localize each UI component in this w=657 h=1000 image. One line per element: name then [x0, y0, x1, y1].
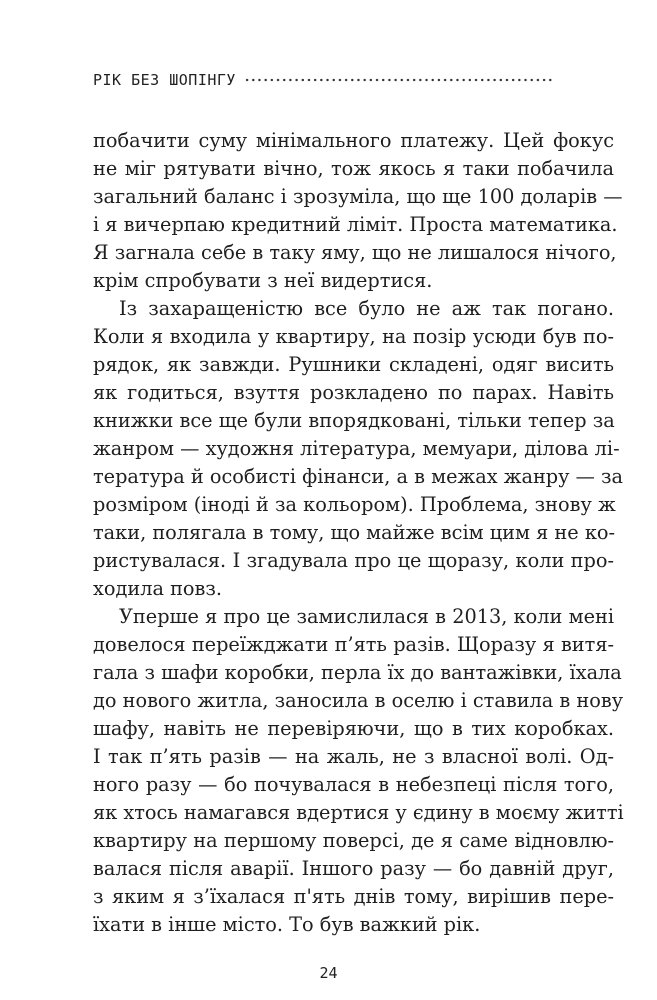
- running-header: [93, 70, 553, 90]
- text-line: крім спробувати з неї видертися.: [93, 269, 433, 292]
- text-line: тература й особисті фінанси, а в межах жанру — за: [93, 465, 624, 488]
- text-line: до нового житла, заносила в оселю і ставила в нову: [93, 689, 624, 712]
- text-line: ристувалася. І згадувала про це щоразу, коли про-: [93, 549, 614, 572]
- text-line: як годиться, взуття розкладено по парах. Навіть: [93, 381, 614, 404]
- page-body-text: [93, 127, 624, 939]
- text-line: як хтось намагався вдертися у єдину в моєму житті: [93, 801, 624, 824]
- text-line: Уперше я про це замислилася в 2013, коли мені: [119, 605, 614, 628]
- running-title: РІК БЕЗ ШОПІНГУ: [93, 71, 236, 89]
- dotted-rule: [244, 78, 553, 82]
- text-line: квартиру на першому поверсі, де я саме відновлю-: [93, 829, 614, 852]
- text-line: валася після аварії. Іншого разу — бо давній друг,: [93, 857, 614, 880]
- text-line: Коли я входила у квартиру, на позір усюди був по-: [93, 325, 614, 348]
- text-line: Я загнала себе в таку яму, що не лишалося нічого,: [93, 241, 617, 264]
- text-line: жанром — художня література, мемуари, ділова лі-: [93, 437, 620, 460]
- text-line: рядок, як завжди. Рушники складені, одяг висить: [93, 353, 614, 376]
- text-line: Із захаращеністю все було не аж так погано.: [119, 297, 614, 320]
- text-line: загальний баланс і зрозуміла, що ще 100 доларів —: [93, 185, 623, 208]
- text-line: ходила повз.: [93, 577, 223, 600]
- text-line: з яким я з’їхалася п'ять днів тому, вирішив пере-: [93, 885, 614, 908]
- text-line: таки, полягала в тому, що майже всім цим я не ко-: [93, 521, 615, 544]
- text-line: не міг рятувати вічно, тож якось я таки побачила: [93, 157, 614, 180]
- text-line: гала з шафи коробки, перла їх до вантажівки, їхала: [93, 661, 622, 684]
- text-line: їхати в інше місто. То був важкий рік.: [93, 913, 481, 936]
- text-line: довелося переїжджати п’ять разів. Щоразу я витя-: [93, 633, 614, 656]
- text-line: і я вичерпаю кредитний ліміт. Проста математика.: [93, 213, 618, 236]
- text-line: ного разу — бо почувалася в небезпеці після того,: [93, 773, 614, 796]
- text-line: І так п’ять разів — на жаль, не з власної волі. Од-: [93, 745, 614, 768]
- text-line: побачити суму мінімального платежу. Цей фокус: [93, 129, 614, 152]
- text-line: шафу, навіть не перевіряючи, що в тих коробках.: [93, 717, 614, 740]
- page-number: 24: [319, 964, 338, 982]
- text-line: книжки все ще були впорядковані, тільки тепер за: [93, 409, 615, 432]
- text-line: розміром (іноді й за кольором). Проблема, знову ж: [93, 493, 616, 516]
